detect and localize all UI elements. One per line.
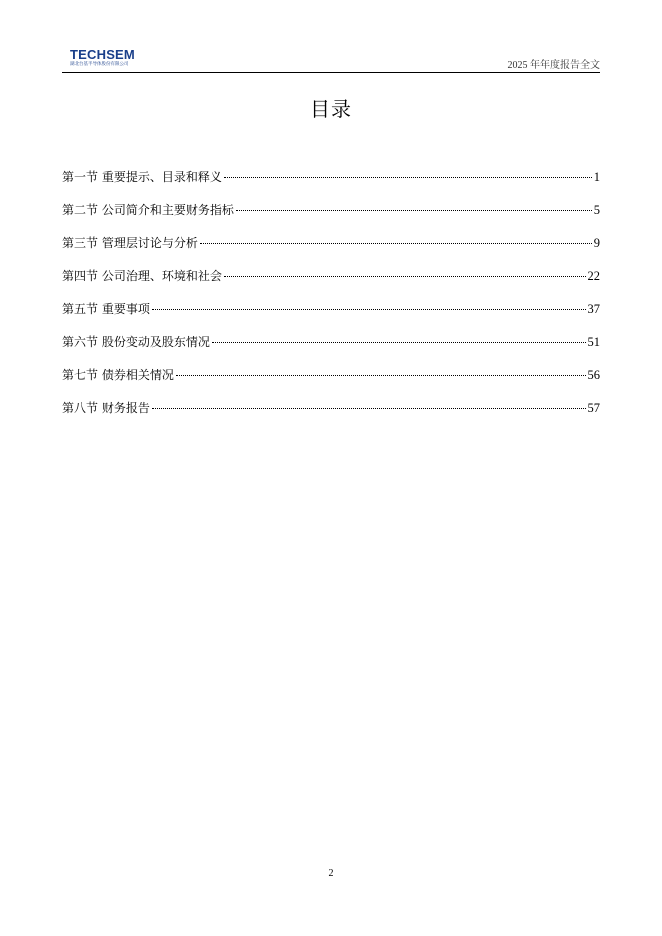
header-divider: [62, 72, 600, 73]
toc-entry-page: 1: [593, 170, 600, 184]
toc-entry[interactable]: [62, 366, 600, 399]
toc-title: 目录: [310, 97, 352, 121]
toc-entry[interactable]: [62, 300, 600, 333]
toc-entry-label: 第三节 管理层讨论与分析: [62, 236, 198, 250]
toc-entry[interactable]: [62, 267, 600, 300]
toc-leader-dots: [236, 210, 592, 211]
toc-entry-label: 第七节 债券相关情况: [62, 368, 174, 382]
table-of-contents: [62, 168, 600, 432]
toc-entry[interactable]: [62, 234, 600, 267]
toc-entry[interactable]: [62, 201, 600, 234]
page-number: 2: [328, 868, 334, 879]
toc-entry-page: 51: [587, 335, 600, 349]
toc-entry-label: 第八节 财务报告: [62, 401, 150, 415]
toc-leader-dots: [152, 408, 586, 409]
page-header: [62, 46, 600, 72]
toc-entry-page: 22: [587, 269, 600, 283]
company-logo: [70, 48, 135, 67]
toc-entry-label: 第一节 重要提示、目录和释义: [62, 170, 222, 184]
toc-entry-label: 第六节 股份变动及股东情况: [62, 335, 210, 349]
toc-entry-page: 57: [587, 401, 600, 415]
toc-entry[interactable]: [62, 168, 600, 201]
toc-entry-page: 9: [593, 236, 600, 250]
toc-leader-dots: [152, 309, 586, 310]
toc-entry-page: 56: [587, 368, 600, 382]
toc-leader-dots: [200, 243, 592, 244]
report-title: 2025 年年度报告全文: [507, 60, 600, 71]
toc-entry[interactable]: [62, 333, 600, 366]
toc-leader-dots: [224, 177, 592, 178]
toc-leader-dots: [224, 276, 586, 277]
toc-entry[interactable]: [62, 399, 600, 432]
toc-leader-dots: [176, 375, 586, 376]
toc-entry-page: 5: [593, 203, 600, 217]
toc-entry-label: 第五节 重要事项: [62, 302, 150, 316]
toc-entry-page: 37: [587, 302, 600, 316]
toc-leader-dots: [212, 342, 586, 343]
toc-entry-label: 第二节 公司简介和主要财务指标: [62, 203, 234, 217]
logo-wordmark: TECHSEM: [70, 47, 135, 62]
toc-entry-label: 第四节 公司治理、环境和社会: [62, 269, 222, 283]
logo-subtitle: 湖北台基半导体股份有限公司: [70, 61, 129, 66]
